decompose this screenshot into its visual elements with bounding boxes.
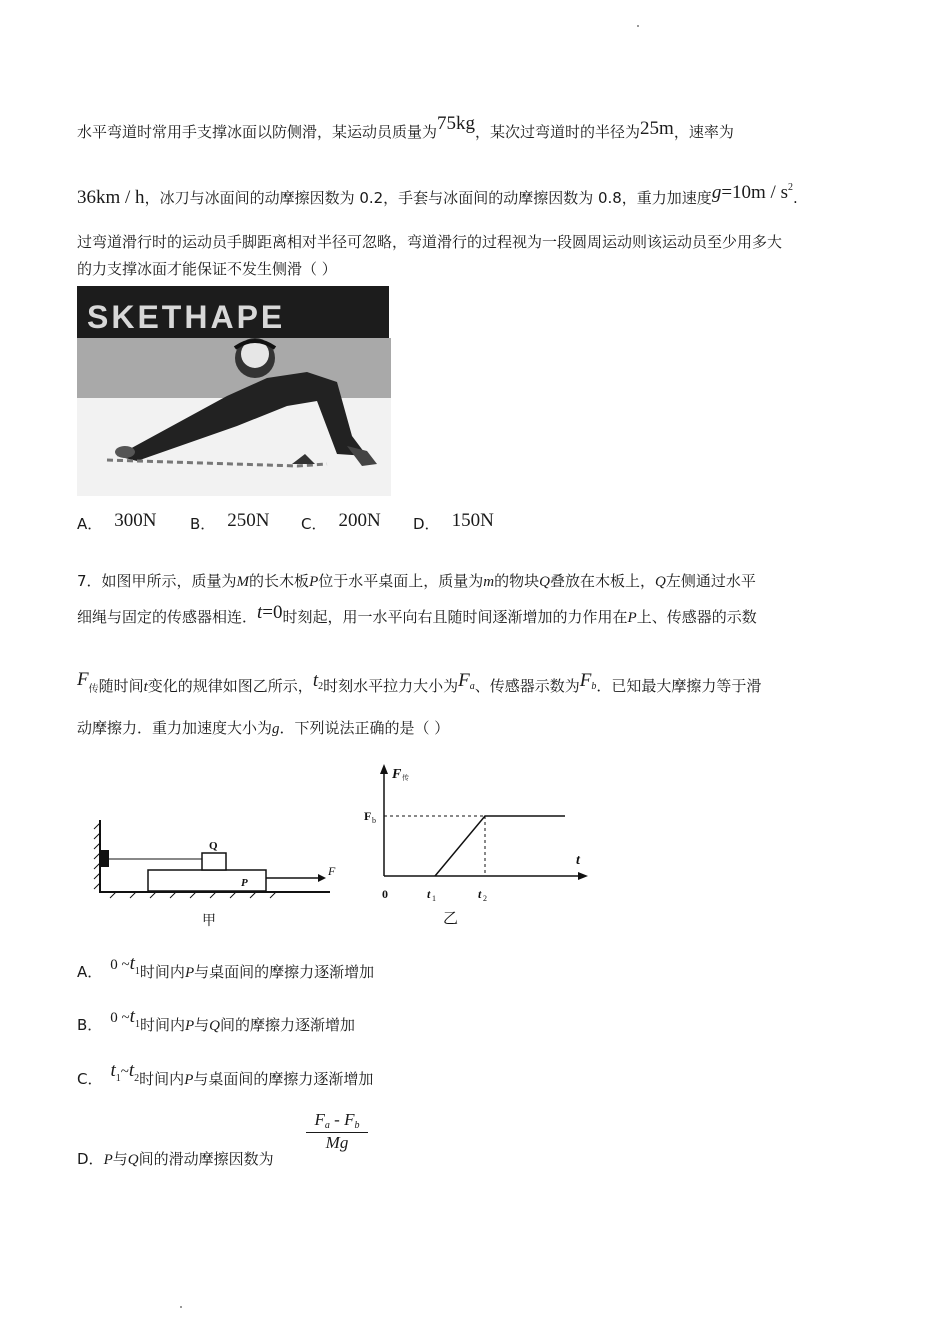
label-Fb: F: [364, 809, 372, 823]
axis-label-t: t: [576, 853, 580, 868]
label-F: F: [328, 864, 336, 878]
photo-rink-wall: [77, 338, 391, 398]
q6-option-a[interactable]: A． 300N: [77, 510, 157, 533]
q6-option-c[interactable]: C． 200N: [301, 510, 381, 533]
q6-option-b[interactable]: B． 250N: [190, 510, 270, 533]
svg-text:传: 传: [402, 774, 409, 782]
origin-label: 0: [382, 887, 388, 901]
q6-line-3: 过弯道滑行时的运动员手脚距离相对半径可忽略，弯道滑行的过程视为一段圆周运动则该运动员至少用多大: [77, 233, 783, 251]
sensor-reading-line: [435, 816, 565, 876]
svg-text:2: 2: [483, 894, 487, 903]
svg-text:1: 1: [432, 894, 436, 903]
sensor: [100, 850, 109, 867]
skater-photo: [77, 286, 391, 496]
q6-line-4: 的力支撑冰面才能保证不发生侧滑（ ）: [77, 260, 337, 278]
block-Q: [202, 853, 226, 870]
scan-speck: [637, 25, 639, 27]
svg-text:b: b: [372, 816, 376, 825]
caption-jia: 甲: [202, 913, 216, 929]
label-P: P: [241, 877, 248, 889]
q7-line-2: 细绳与固定的传感器相连．t=0时刻起，用一水平向右且随时间逐渐增加的力作用在P上、传感器的示数: [77, 602, 757, 626]
photo-banner-text: SKETHAPE: [87, 299, 286, 335]
q6-line-2: 36km / h，冰刀与冰面间的动摩擦因数为 0.2，手套与冰面间的动摩擦因数为 0.8，重力加速度$g=10m / s^2$.: [77, 182, 798, 208]
skater-glove: [115, 446, 135, 458]
caption-yi: 乙: [443, 909, 459, 927]
q6-line-1: 水平弯道时常用手支撑冰面以防侧滑，某运动员质量为75kg，某次过弯道时的半径为25m，速率为: [77, 113, 734, 141]
figure-yi: [360, 760, 600, 930]
tick-t2: t: [478, 887, 482, 901]
q7-line-4: 动摩擦力．重力加速度大小为g．下列说法正确的是（ ）: [77, 719, 450, 737]
q7-option-c[interactable]: C． $t^1\sim t^2$时间内P与桌面间的摩擦力逐渐增加: [77, 1060, 374, 1088]
q7-line-3: $F_传$随时间t变化的规律如图乙所示，$t_2$时刻水平拉力大小为$F_a$、传感器示数为$F_b$．已知最大摩擦力等于滑: [77, 669, 762, 695]
q7-option-d[interactable]: D．P与Q间的滑动摩擦因数为: [77, 1150, 274, 1168]
axis-label-F: F: [392, 767, 402, 782]
q7-option-b[interactable]: B． 0 $\sim t^1$时间内P与Q间的摩擦力逐渐增加: [77, 1006, 356, 1034]
board-P: [148, 870, 266, 891]
label-Q: Q: [209, 840, 218, 852]
scan-speck: [180, 1306, 182, 1308]
q6-option-d[interactable]: D． 150N: [413, 510, 494, 533]
q7-line-1: 7．如图甲所示，质量为M的长木板P位于水平桌面上，质量为m的物块Q叠放在木板上，Q左侧通过水平: [77, 572, 756, 590]
figure-jia: [90, 815, 350, 930]
tick-t1: t: [427, 887, 431, 901]
q7-option-a[interactable]: A． 0 $\sim t^1$时间内P与桌面间的摩擦力逐渐增加: [77, 953, 375, 981]
friction-coefficient-fraction: $\frac{F_a - F_b}{Mg}$: [306, 1110, 368, 1153]
